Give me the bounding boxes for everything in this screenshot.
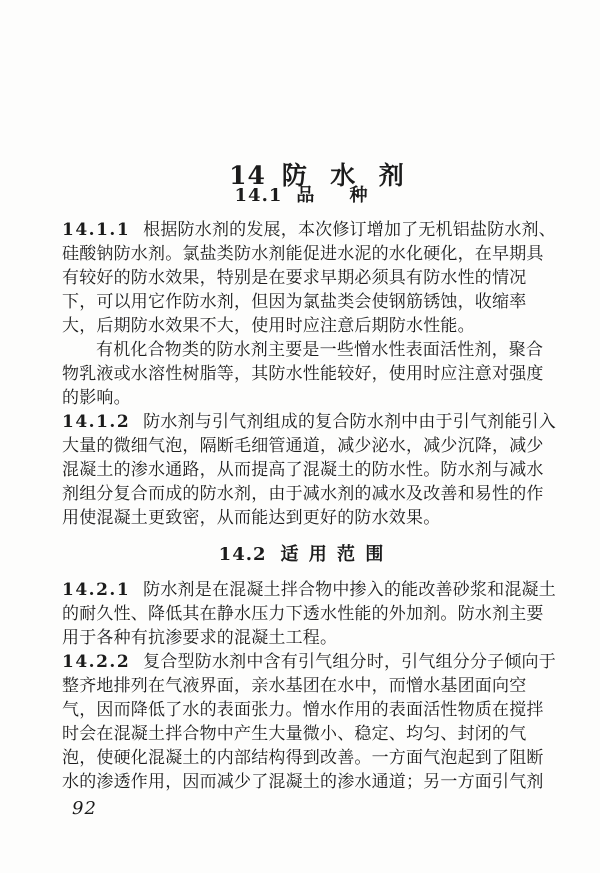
- document-body: [62, 185, 556, 794]
- text-line: 14.1.1 根据防水剂的发展，本次修订增加了无机铝盐防水剂、: [62, 220, 556, 240]
- clause-number: 14.1.1: [62, 220, 131, 240]
- text-line: 下，可以用它作防水剂，但因为氯盐类会使钢筋锈蚀，收缩率: [62, 292, 527, 312]
- section-heading: [62, 185, 542, 207]
- text-line: 时会在混凝土拌合物中产生大量微小、稳定、均匀、封闭的气: [62, 724, 527, 744]
- text-line: 用使混凝土更致密，从而能达到更好的防水效果。: [62, 508, 441, 528]
- paragraph: [62, 410, 556, 530]
- text-line: 物乳液或水溶性树脂等，其防水性能较好，使用时应注意对强度: [62, 364, 544, 384]
- text-line: 剂组分复合而成的防水剂，由于减水剂的减水及改善和易性的作: [62, 484, 544, 504]
- text-line: 14.1.2 防水剂与引气剂组成的复合防水剂中由于引气剂能引入: [62, 412, 556, 432]
- text-line: 用于各种有抗渗要求的混凝土工程。: [62, 628, 338, 648]
- clause-number: 14.2.2: [62, 652, 131, 672]
- paragraph: [62, 338, 542, 410]
- text-line: 大量的微细气泡，隔断毛细管通道，减少泌水，减少沉降，减少: [62, 436, 544, 456]
- clause-number: 14.2.1: [62, 580, 131, 600]
- section-title: 品 种: [296, 185, 370, 206]
- section-number: 14.1: [234, 185, 283, 206]
- paragraph: [62, 650, 556, 794]
- text-line: 水的渗透作用，因而减少了混凝土的渗水通道；另一方面引气剂: [62, 772, 544, 792]
- chapter-title: 防 水 剂: [281, 161, 406, 190]
- text-line: 14.2.2 复合型防水剂中含有引气组分时，引气组分分子倾向于: [62, 652, 556, 672]
- text-line: 大，后期防水效果不大，使用时应注意后期防水性能。: [62, 316, 475, 336]
- text-line: 有机化合物类的防水剂主要是一些憎水性表面活性剂，聚合: [96, 340, 544, 360]
- page-number: 92: [72, 798, 97, 819]
- section-title: 适 用 范 围: [280, 544, 386, 565]
- paragraph: [62, 578, 556, 650]
- paragraph: [62, 218, 556, 338]
- text-line: 气，因而降低了水的表面张力。憎水作用的表面活性物质在搅拌: [62, 700, 544, 720]
- text-line: 的耐久性、降低其在静水压力下透水性能的外加剂。防水剂主要: [62, 604, 544, 624]
- text-line: 混凝土的渗水通路，从而提高了混凝土的防水性。防水剂与减水: [62, 460, 544, 480]
- text-line: 14.2.1 防水剂是在混凝土拌合物中掺入的能改善砂浆和混凝土: [62, 580, 556, 600]
- text-line: 整齐地排列在气液界面，亲水基团在水中，而憎水基团面向空: [62, 676, 527, 696]
- text-line: 的影响。: [62, 388, 131, 408]
- text-line: 泡，使硬化混凝土的内部结构得到改善。一方面气泡起到了阻断: [62, 748, 544, 768]
- text-line: 硅酸钠防水剂。氯盐类防水剂能促进水泥的水化硬化，在早期具: [62, 244, 544, 264]
- text-line: 有较好的防水效果，特别是在要求早期必须具有防水性的情况: [62, 268, 527, 288]
- section-heading: [62, 544, 542, 566]
- clause-number: 14.1.2: [62, 412, 131, 432]
- chapter-number: 14: [229, 161, 266, 190]
- section-number: 14.2: [218, 544, 267, 565]
